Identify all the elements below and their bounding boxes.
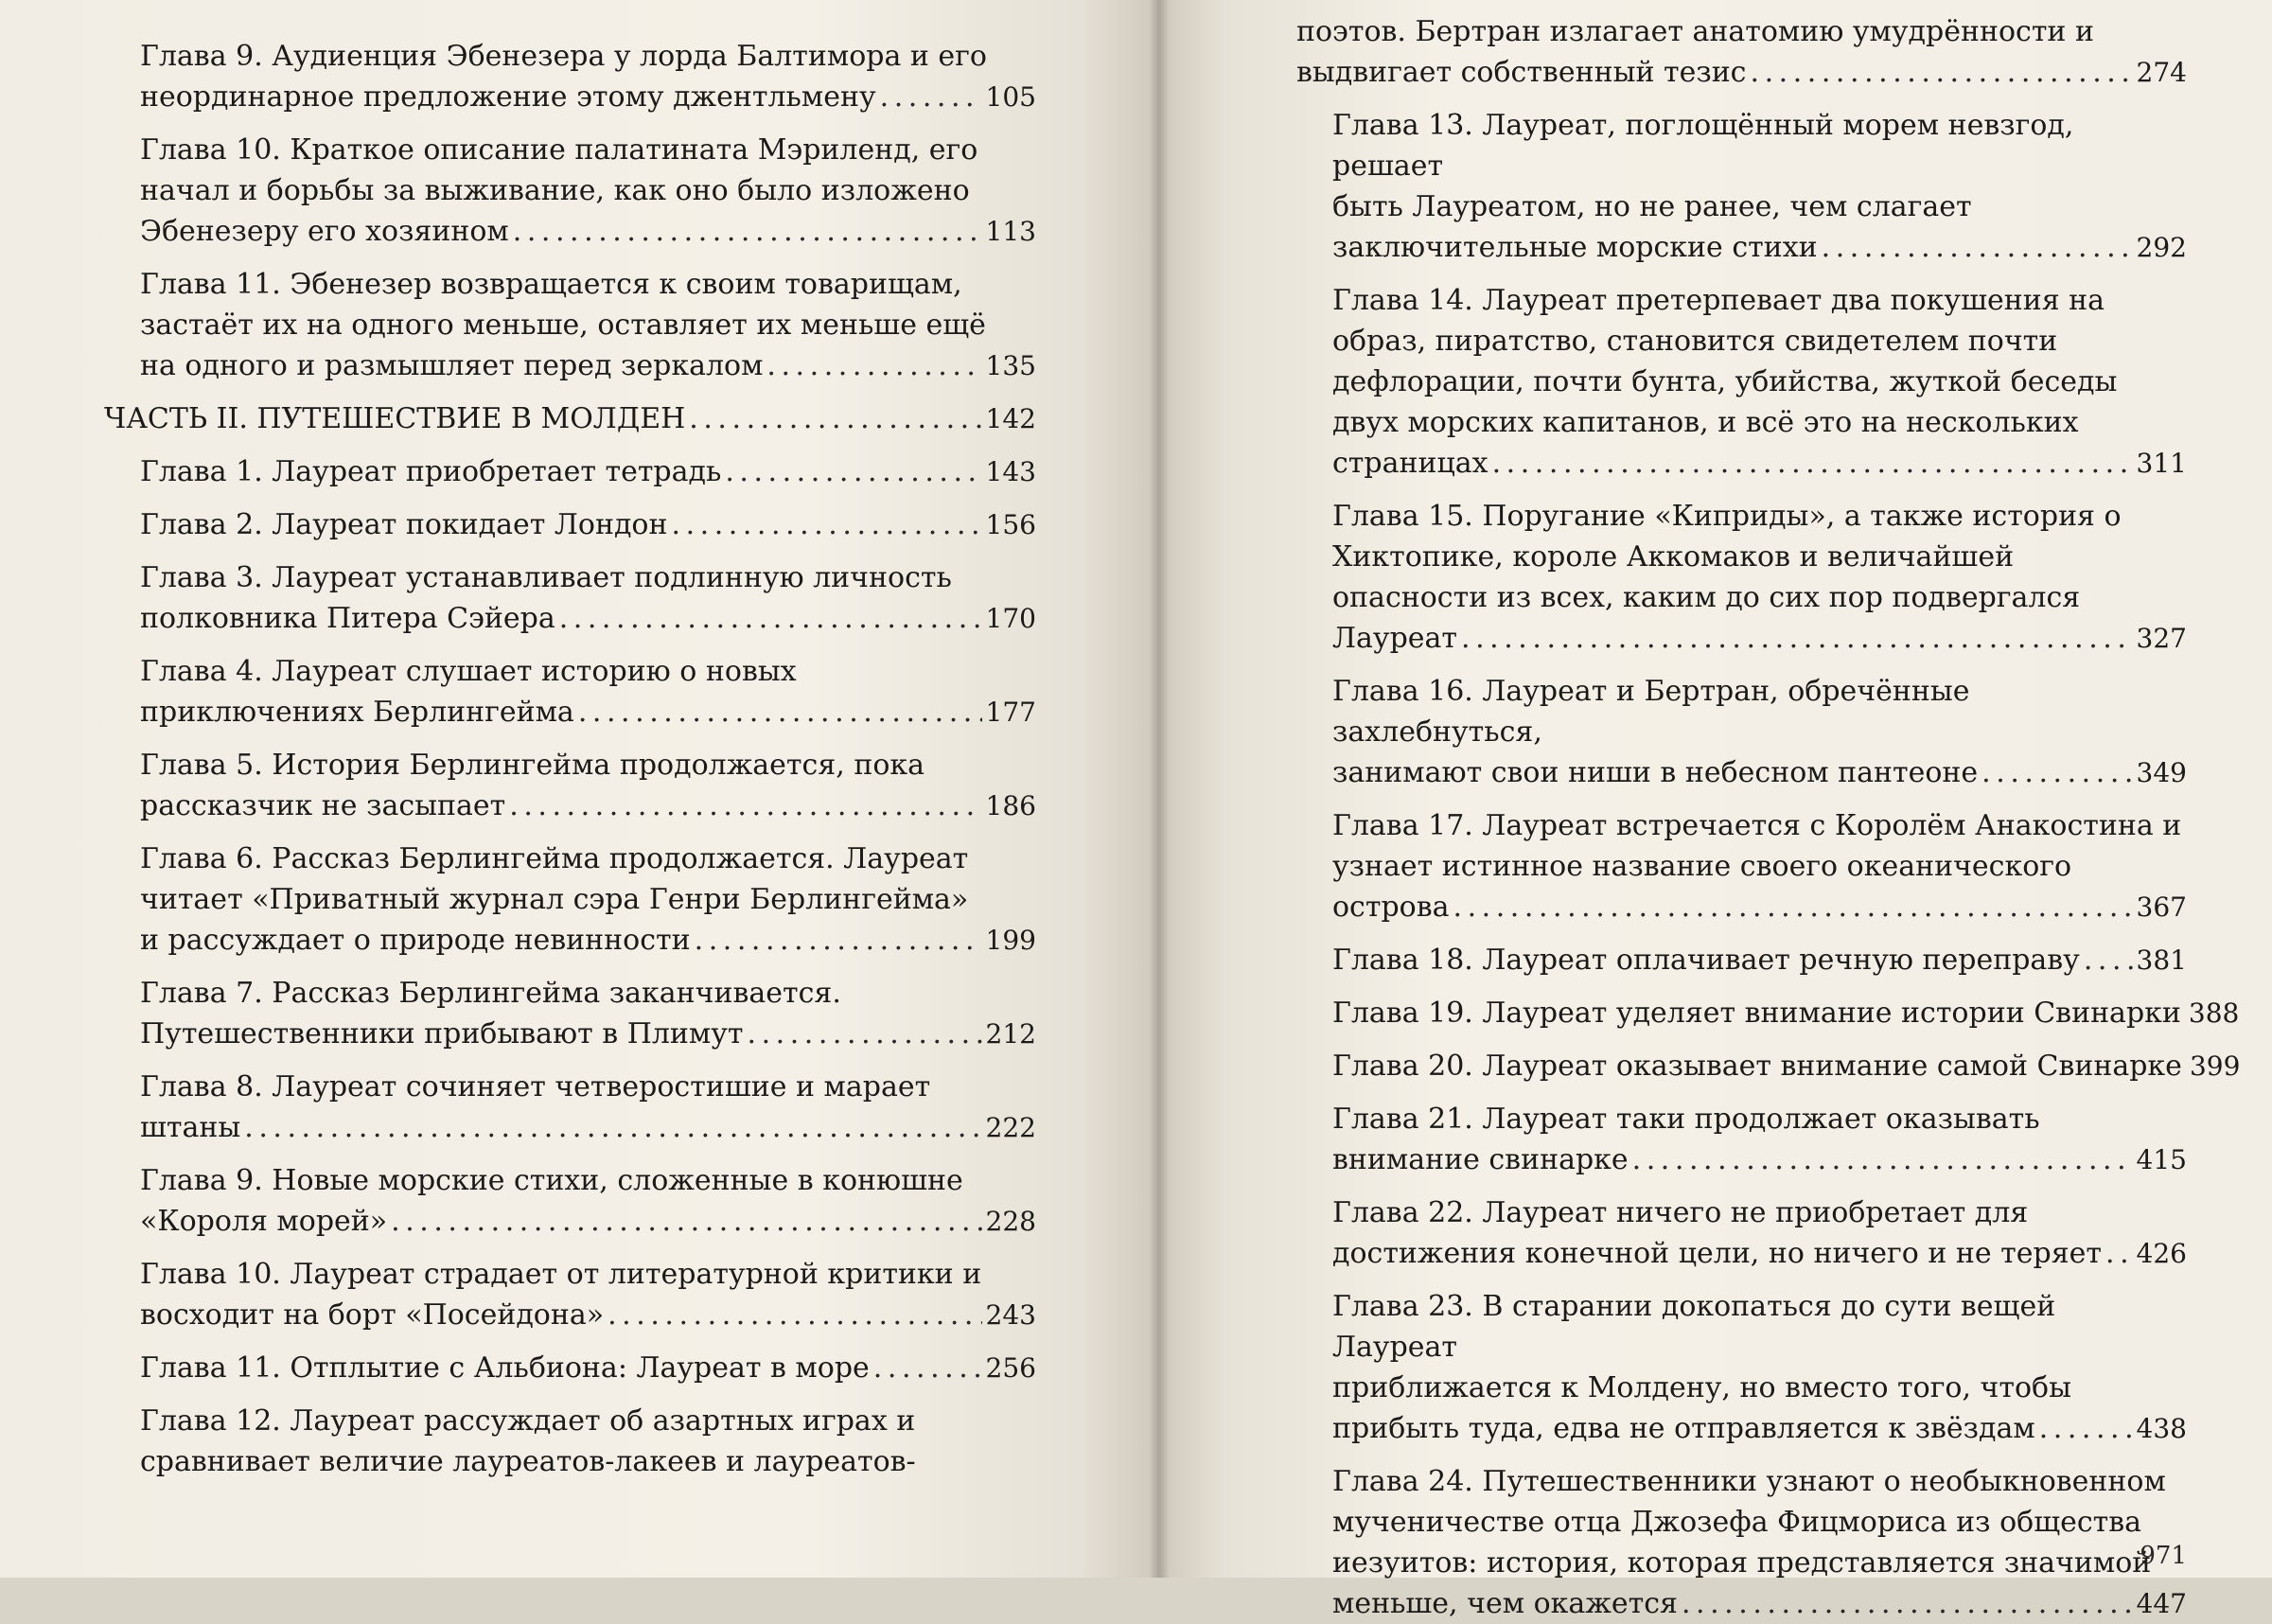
toc-page-number: 388 — [2188, 997, 2240, 1029]
toc-entry-title: выдвигает собственный тезис — [1296, 56, 1747, 89]
toc-entry — [1296, 1192, 2187, 1274]
toc-page-number: 438 — [2136, 1413, 2187, 1444]
toc-entry — [104, 36, 1036, 117]
toc-entry-last-line — [1332, 1046, 2241, 1086]
toc-page-number: 426 — [2136, 1238, 2187, 1269]
toc-entry-title: Глава 1. Лауреат приобретает тетрадь — [140, 455, 722, 488]
toc-entry-title: на одного и размышляет перед зеркалом — [140, 349, 764, 382]
toc-page-number: 311 — [2136, 448, 2187, 479]
left-page — [0, 0, 1159, 1578]
leader-dots — [578, 692, 982, 733]
toc-page-number: 212 — [985, 1018, 1036, 1050]
toc-entry-last-line — [140, 451, 1036, 492]
toc-entry-title: ЧАСТЬ II. ПУТЕШЕСТВИЕ В МОЛДЕН — [104, 402, 686, 435]
toc-page-number: 447 — [2136, 1588, 2187, 1619]
leader-dots — [2084, 940, 2133, 980]
toc-entry-last-line — [1332, 227, 2187, 268]
toc-entry-line: Глава 7. Рассказ Берлингейма заканчивается. — [140, 977, 841, 1010]
toc-entry-title: страницах — [1332, 447, 1488, 480]
leader-dots — [513, 211, 982, 252]
toc-page-number: 199 — [985, 925, 1036, 956]
toc-entry-line: читает «Приватный журнал сэра Генри Берлингейма» — [140, 883, 969, 916]
toc-entry — [1296, 1286, 2187, 1449]
leader-dots — [1682, 1583, 2133, 1624]
toc-entry-last-line — [140, 598, 1036, 639]
toc-page-number: 135 — [985, 350, 1036, 381]
book-gutter — [1149, 0, 1170, 1578]
toc-page-number: 399 — [2189, 1050, 2241, 1082]
toc-entry-line: Глава 10. Краткое описание палатината Мэриленд, его — [140, 133, 978, 167]
leader-dots — [2039, 1408, 2133, 1449]
toc-entry-title: Эбенезеру его хозяином — [140, 215, 509, 248]
toc-page-number: 156 — [985, 509, 1036, 540]
toc-entry — [104, 1401, 1036, 1482]
toc-entry — [104, 130, 1036, 252]
toc-entry-title: рассказчик не засыпает — [140, 789, 506, 822]
toc-entry — [1296, 1461, 2187, 1624]
toc-entry-last-line — [1332, 1233, 2187, 1274]
leader-dots — [608, 1295, 981, 1335]
toc-page-number: 177 — [985, 697, 1036, 728]
toc-entry-line: Хиктопике, короле Аккомаков и величайшей — [1332, 540, 2015, 574]
leader-dots — [1981, 752, 2132, 793]
toc-entry — [104, 838, 1036, 961]
toc-entry-title: восходит на борт «Посейдона» — [140, 1298, 605, 1332]
toc-entry-line: поэтов. Бертран излагает анатомию умудрённости и — [1296, 15, 2094, 48]
toc-entry — [1296, 1046, 2241, 1086]
toc-entry-line: иезуитов: история, которая представляется значимой — [1332, 1546, 2152, 1580]
toc-entry — [1296, 496, 2187, 659]
toc-page-number: 415 — [2136, 1144, 2187, 1175]
toc-entry-line: Глава 13. Лауреат, поглощённый морем невзгод, решает — [1332, 109, 2074, 183]
toc-list-left — [104, 36, 1036, 1482]
toc-entry-title: приключениях Берлингейма — [140, 696, 574, 729]
toc-entry-line: Глава 22. Лауреат ничего не приобретает для — [1332, 1196, 2029, 1229]
toc-entry-last-line — [140, 1201, 1036, 1242]
toc-entry-line: быть Лауреатом, но не ранее, чем слагает — [1332, 190, 1972, 223]
leader-dots — [725, 451, 981, 492]
toc-entry-last-line — [140, 77, 1036, 117]
leader-dots — [695, 920, 982, 961]
toc-page-number: 256 — [985, 1352, 1036, 1384]
toc-entry-title: внимание свинарке — [1332, 1143, 1629, 1176]
toc-entry-line: Глава 16. Лауреат и Бертран, обречённые захлебнуться, — [1332, 675, 1970, 749]
toc-entry — [104, 745, 1036, 826]
toc-page-number: 142 — [985, 403, 1036, 434]
leader-dots — [2105, 1233, 2133, 1274]
toc-entry — [104, 651, 1036, 733]
toc-entry-title: и рассуждает о природе невинности — [140, 924, 691, 957]
toc-page-number: 170 — [985, 603, 1036, 634]
toc-entry — [104, 1348, 1036, 1388]
toc-entry-line: Глава 9. Аудиенция Эбенезера у лорда Балтимора и его — [140, 40, 987, 73]
toc-entry — [104, 1254, 1036, 1335]
toc-entry-line: Глава 8. Лауреат сочиняет четверостишие и марает — [140, 1070, 931, 1103]
toc-page-number: 228 — [985, 1206, 1036, 1237]
toc-entry-title: занимают свои ниши в небесном пантеоне — [1332, 756, 1979, 789]
toc-entry-line: образ, пиратство, становится свидетелем почти — [1332, 325, 2058, 358]
toc-entry-title: «Короля морей» — [140, 1205, 388, 1238]
toc-entry-line: Глава 21. Лауреат таки продолжает оказывать — [1332, 1103, 2040, 1136]
leader-dots — [391, 1201, 981, 1242]
toc-entry-last-line — [1332, 887, 2187, 927]
toc-page-number: 113 — [985, 216, 1036, 247]
toc-entry-line: Глава 5. История Берлингейма продолжается, пока — [140, 749, 925, 782]
toc-entry-line: дефлорации, почти бунта, убийства, жуткой беседы — [1332, 365, 2118, 398]
toc-entry-line: Глава 11. Эбенезер возвращается к своим товарищам, — [140, 268, 962, 301]
toc-entry-line: Глава 12. Лауреат рассуждает об азартных играх и — [140, 1404, 916, 1438]
toc-entry-line: Глава 6. Рассказ Берлингейма продолжается. Лауреат — [140, 842, 969, 875]
page-number: 971 — [2140, 1542, 2187, 1570]
toc-entry-title: меньше, чем окажется — [1332, 1587, 1678, 1620]
toc-entry-last-line — [140, 504, 1036, 545]
toc-entry-title: штаны — [140, 1111, 241, 1144]
toc-entry-line: Глава 3. Лауреат устанавливает подлинную личность — [140, 561, 952, 594]
toc-entry-title: острова — [1332, 891, 1450, 924]
toc-page-number: 243 — [985, 1299, 1036, 1331]
toc-entry-last-line — [140, 1014, 1036, 1054]
leader-dots — [1751, 52, 2133, 93]
toc-page-number: 143 — [985, 456, 1036, 487]
toc-entry-title: достижения конечной цели, но ничего и не теряет — [1332, 1237, 2103, 1270]
toc-page-number: 349 — [2136, 757, 2187, 788]
toc-list-right — [1296, 11, 2241, 1624]
leader-dots — [689, 398, 981, 439]
toc-page-number: 292 — [2136, 232, 2187, 263]
toc-entry — [1296, 805, 2187, 927]
leader-dots — [880, 77, 982, 117]
toc-entry-title: Глава 20. Лауреат оказывает внимание самой Свинарке — [1332, 1050, 2182, 1083]
toc-entry — [104, 973, 1036, 1054]
toc-entry-title: Путешественники прибывают в Плимут — [140, 1017, 744, 1050]
toc-entry — [1296, 671, 2187, 793]
toc-entry-last-line — [140, 345, 1036, 386]
toc-entry-title: Глава 18. Лауреат оплачивает речную переправу — [1332, 944, 2080, 977]
leader-dots — [1632, 1139, 2133, 1180]
leader-dots — [672, 504, 982, 545]
toc-entry-last-line — [104, 398, 1036, 439]
toc-entry-line: приближается к Молдену, но вместо того, чтобы — [1332, 1371, 2071, 1404]
toc-entry — [1296, 940, 2187, 980]
leader-dots — [1822, 227, 2133, 268]
toc-entry-line: Глава 15. Поругание «Киприды», а также история о — [1332, 500, 2122, 533]
toc-entry-last-line — [1296, 52, 2187, 93]
toc-page-number: 105 — [985, 81, 1036, 113]
leader-dots — [244, 1107, 981, 1148]
toc-entry-line: Глава 9. Новые морские стихи, сложенные в конюшне — [140, 1164, 963, 1197]
toc-entry-last-line — [1332, 1139, 2187, 1180]
toc-entry-last-line — [140, 1348, 1036, 1388]
toc-entry-line: двух морских капитанов, и всё это на нескольких — [1332, 406, 2079, 439]
toc-entry — [1296, 1099, 2187, 1180]
toc-entry-title: прибыть туда, едва не отправляется к звёздам — [1332, 1412, 2035, 1445]
leader-dots — [766, 345, 981, 386]
toc-entry-last-line — [140, 211, 1036, 252]
leader-dots — [1461, 618, 2133, 659]
toc-entry — [1296, 11, 2187, 93]
toc-entry-line: застаёт их на одного меньше, оставляет их меньше ещё — [140, 309, 986, 342]
toc-entry-line: узнает истинное название своего океанического — [1332, 850, 2072, 883]
toc-entry-last-line — [140, 1295, 1036, 1335]
toc-entry-line: сравнивает величие лауреатов-лакеев и лауреатов- — [140, 1445, 916, 1478]
toc-entry-title: Лауреат — [1332, 622, 1458, 655]
toc-entry — [104, 557, 1036, 639]
toc-entry-last-line — [1332, 940, 2187, 980]
toc-page-number: 327 — [2136, 623, 2187, 654]
toc-page-number: 367 — [2136, 891, 2187, 923]
toc-entry-line: Глава 17. Лауреат встречается с Королём Анакостина и — [1332, 809, 2182, 842]
toc-part-heading — [104, 398, 1036, 439]
toc-entry — [1296, 280, 2187, 484]
toc-entry — [104, 504, 1036, 545]
toc-entry-last-line — [140, 1107, 1036, 1148]
toc-entry — [1296, 105, 2187, 268]
toc-entry-last-line — [1332, 1408, 2187, 1449]
toc-entry-last-line — [1332, 993, 2240, 1033]
leader-dots — [509, 786, 981, 826]
toc-entry-last-line — [140, 692, 1036, 733]
toc-entry-last-line — [1332, 752, 2187, 793]
toc-page-number: 381 — [2136, 944, 2187, 976]
leader-dots — [748, 1014, 982, 1054]
toc-page-number: 274 — [2136, 57, 2187, 88]
toc-page-number: 222 — [985, 1112, 1036, 1143]
toc-entry-last-line — [1332, 443, 2187, 484]
leader-dots — [559, 598, 982, 639]
toc-entry-last-line — [140, 786, 1036, 826]
toc-entry-title: Глава 19. Лауреат уделяет внимание истории Свинарки — [1332, 997, 2181, 1030]
toc-entry-line: Глава 14. Лауреат претерпевает два покушения на — [1332, 284, 2105, 317]
leader-dots — [873, 1348, 982, 1388]
right-page — [1159, 0, 2272, 1620]
toc-entry-title: заключительные морские стихи — [1332, 231, 1818, 264]
toc-entry — [104, 1067, 1036, 1148]
leader-dots — [1453, 887, 2133, 927]
toc-entry-last-line — [1332, 618, 2187, 659]
toc-entry-line: Глава 4. Лауреат слушает историю о новых — [140, 655, 797, 688]
toc-entry-title: неординарное предложение этому джентльмену — [140, 80, 876, 114]
toc-entry-last-line — [1332, 1583, 2187, 1624]
toc-entry — [1296, 993, 2240, 1033]
toc-entry-title: полковника Питера Сэйера — [140, 602, 555, 635]
toc-entry-title: Глава 11. Отплытие с Альбиона: Лауреат в море — [140, 1351, 870, 1385]
toc-entry-line: Глава 23. В старании докопаться до сути вещей Лауреат — [1332, 1290, 2056, 1364]
toc-entry-last-line — [140, 920, 1036, 961]
toc-entry — [104, 1160, 1036, 1242]
toc-entry-title: Глава 2. Лауреат покидает Лондон — [140, 508, 668, 541]
toc-entry-line: опасности из всех, каким до сих пор подвергался — [1332, 581, 2081, 614]
toc-entry-line: Глава 10. Лауреат страдает от литературной критики и — [140, 1258, 982, 1291]
leader-dots — [1492, 443, 2133, 484]
toc-entry-line: Глава 24. Путешественники узнают о необыкновенном — [1332, 1465, 2166, 1498]
toc-entry — [104, 264, 1036, 386]
toc-page-number: 186 — [985, 790, 1036, 821]
toc-entry-line: начал и борьбы за выживание, как оно было изложено — [140, 174, 970, 207]
toc-entry — [104, 451, 1036, 492]
toc-entry-line: мученичестве отца Джозефа Фицмориса из общества — [1332, 1506, 2142, 1539]
